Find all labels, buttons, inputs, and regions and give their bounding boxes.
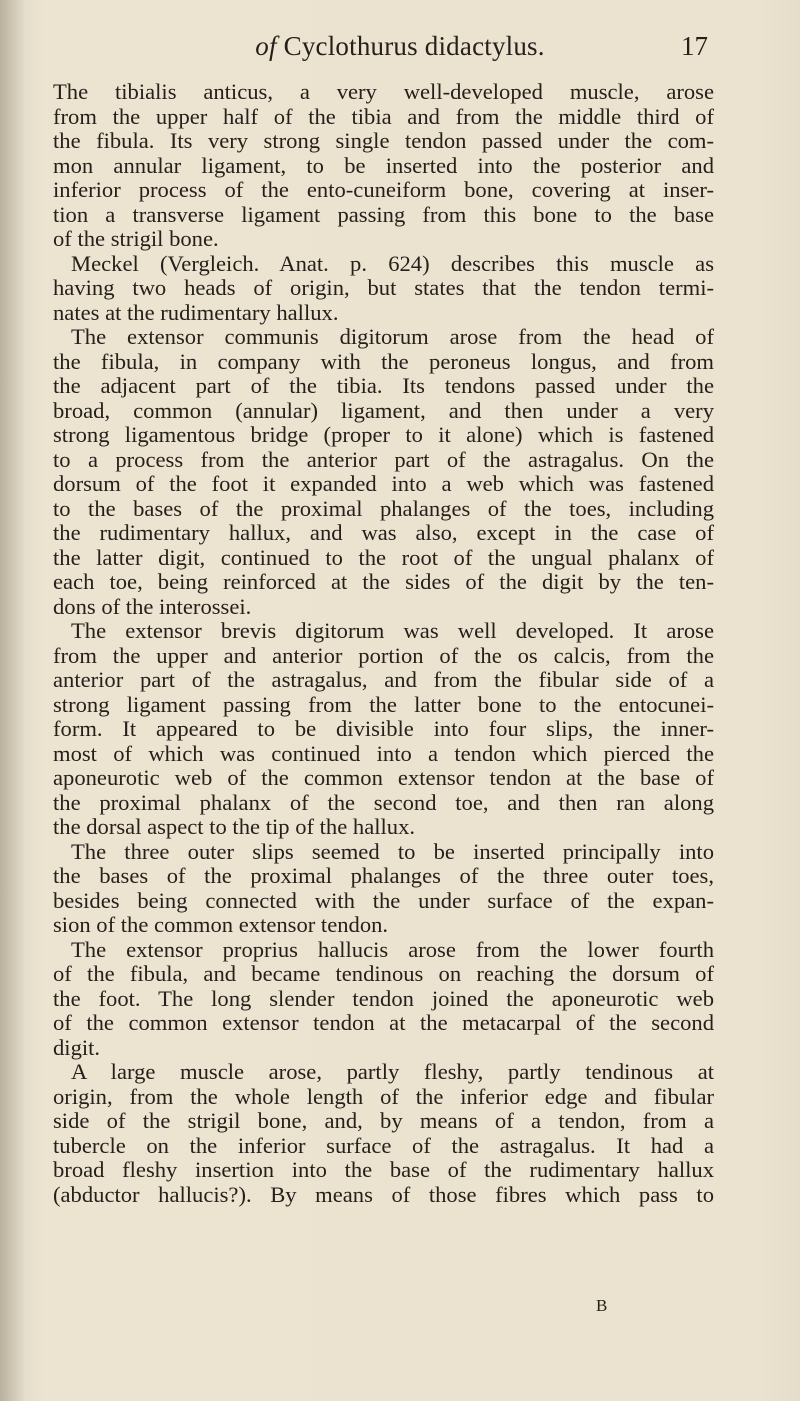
- running-title-text: Cyclothurus didactylus.: [276, 31, 545, 61]
- text-line: anterior part of the astragalus, and from the fibular side of a: [53, 668, 714, 692]
- text-line: The tibialis anticus, a very well-developed muscle, arose: [53, 80, 714, 104]
- text-line: the fibula, in company with the peroneus longus, and from: [53, 349, 714, 374]
- text-line: The three outer slips seemed to be inserted principally into: [71, 839, 714, 864]
- text-line: having two heads of origin, but states that the tendon termi-: [53, 276, 714, 300]
- text-line: the adjacent part of the tibia. Its tendons passed under the: [53, 374, 714, 398]
- text-line: the rudimentary hallux, and was also, except in the case of: [53, 521, 714, 545]
- text-line: the dorsal aspect to the tip of the hallux.: [53, 815, 416, 839]
- text-line: to a process from the anterior part of the astragalus. On the: [53, 447, 714, 472]
- text-line: nates at the rudimentary hallux.: [53, 300, 339, 325]
- text-line: A large muscle arose, partly fleshy, partly tendinous at: [71, 1060, 714, 1084]
- text-line: digit.: [53, 1035, 101, 1060]
- text-line: of the strigil bone.: [53, 227, 219, 251]
- text-line: the proximal phalanx of the second toe, and then ran along: [53, 790, 714, 815]
- text-line: aponeurotic web of the common extensor tendon at the base of: [53, 766, 714, 790]
- text-line: strong ligament passing from the latter bone to the entocunei-: [53, 692, 714, 717]
- page-number: 17: [681, 31, 708, 61]
- text-line: to the bases of the proximal phalanges of the toes, including: [53, 496, 714, 521]
- text-line: Meckel (Vergleich. Anat. p. 624) describes this muscle as: [71, 251, 714, 276]
- text-line: strong ligamentous bridge (proper to it alone) which is fastened: [53, 423, 714, 447]
- text-line: (abductor hallucis?). By means of those fibres which pass to: [53, 1182, 714, 1207]
- text-line: mon annular ligament, to be inserted into the posterior and: [53, 153, 714, 178]
- text-line: tion a transverse ligament passing from this bone to the base: [53, 202, 714, 227]
- text-line: the bases of the proximal phalanges of the three outer toes,: [53, 864, 714, 888]
- text-line: side of the strigil bone, and, by means of a tendon, from a: [53, 1109, 714, 1133]
- text-line: dons of the interossei.: [53, 594, 252, 619]
- text-line: tubercle on the inferior surface of the astragalus. It had a: [53, 1133, 714, 1158]
- text-line: The extensor communis digitorum arose from the head of: [71, 325, 714, 349]
- text-line: of the common extensor tendon at the metacarpal of the second: [53, 1011, 714, 1035]
- text-line: inferior process of the ento-cuneiform bone, covering at inser-: [53, 178, 714, 202]
- text-line: from the upper and anterior portion of the os calcis, from the: [53, 643, 714, 668]
- text-line: form. It appeared to be divisible into four slips, the inner-: [53, 717, 714, 741]
- body-text: [53, 80, 714, 1207]
- running-title-italic: of: [255, 31, 277, 61]
- text-line: each toe, being reinforced at the sides of the digit by the ten-: [53, 570, 714, 594]
- signature-mark: B: [596, 1296, 609, 1315]
- text-line: broad, common (annular) ligament, and then under a very: [53, 398, 714, 423]
- text-line: sion of the common extensor tendon.: [53, 913, 389, 937]
- running-title: [0, 29, 800, 63]
- text-line: from the upper half of the tibia and from the middle third of: [53, 104, 714, 129]
- text-line: broad fleshy insertion into the base of the rudimentary hallux: [53, 1158, 714, 1182]
- text-line: besides being connected with the under surface of the expan-: [53, 888, 714, 913]
- text-line: of the fibula, and became tendinous on reaching the dorsum of: [53, 962, 714, 986]
- text-line: the fibula. Its very strong single tendon passed under the com-: [53, 129, 714, 153]
- text-line: The extensor proprius hallucis arose from the lower fourth: [71, 937, 714, 962]
- text-line: origin, from the whole length of the inferior edge and fibular: [53, 1084, 714, 1109]
- text-line: The extensor brevis digitorum was well developed. It arose: [71, 619, 714, 643]
- running-header: [0, 29, 800, 65]
- text-line: most of which was continued into a tendon which pierced the: [53, 741, 714, 766]
- text-line: the latter digit, continued to the root of the ungual phalanx of: [53, 545, 714, 570]
- text-line: dorsum of the foot it expanded into a web which was fastened: [53, 472, 714, 496]
- text-line: the foot. The long slender tendon joined the aponeurotic web: [53, 986, 714, 1011]
